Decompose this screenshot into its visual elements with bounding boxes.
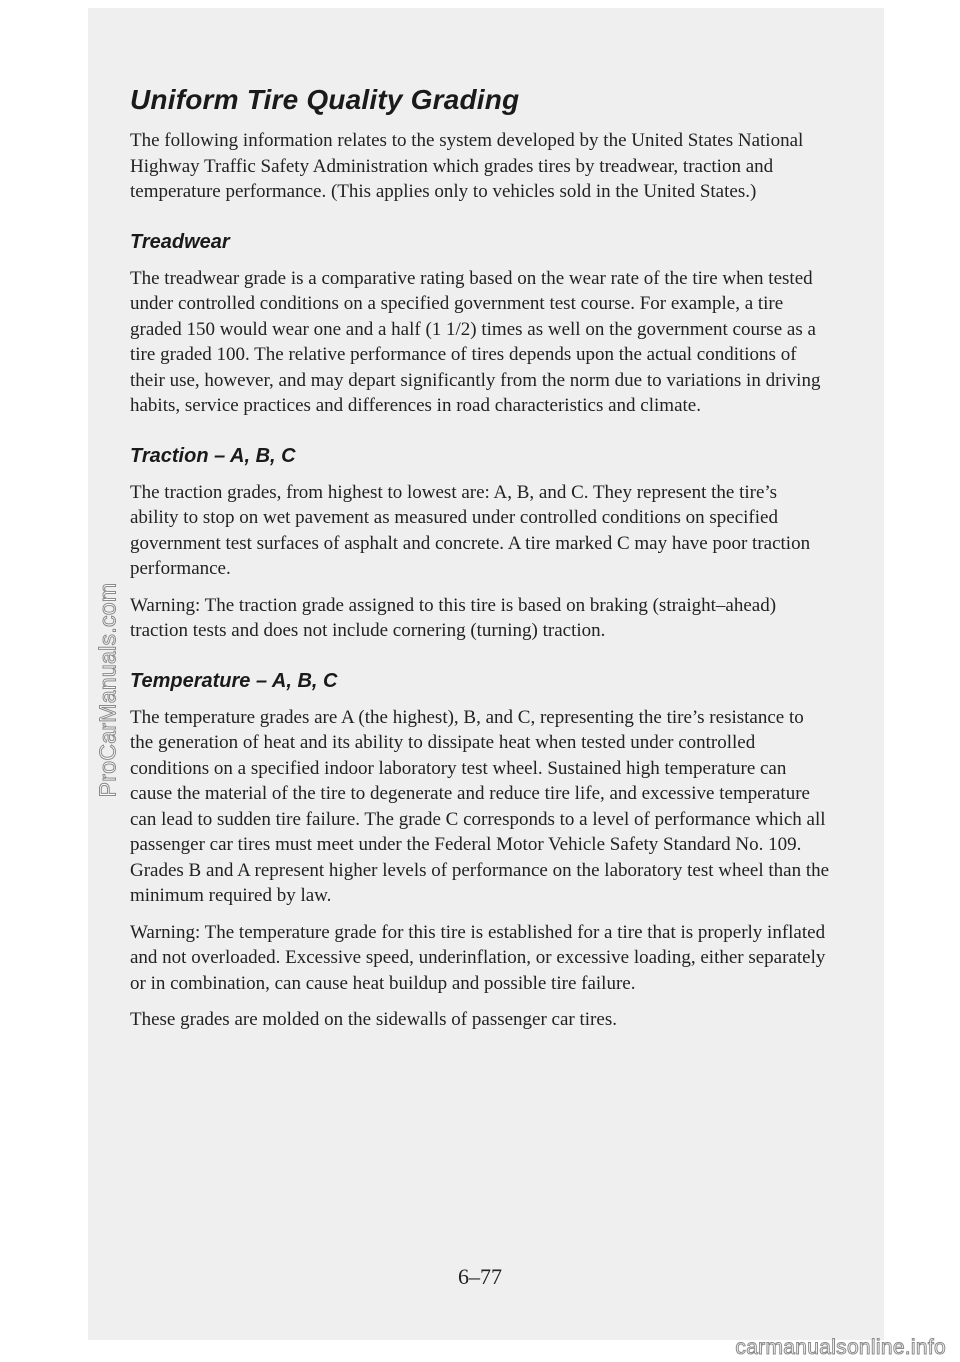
traction-warning: Warning: The traction grade assigned to this tire is based on braking (straight–ahead) traction tests and does not include cornering (turning) traction. — [130, 594, 777, 641]
temperature-warning: Warning: The temperature grade for this tire is established for a tire that is properly inflated and not overloaded. Excessive speed, underinflation, or excessive loading, either separately or in combination, can cause heat buildup and possible tire failure. — [130, 921, 826, 994]
intro-paragraph: The following information relates to the system developed by the United States National Highway Traffic Safety Administration which grades tires by treadwear, traction and temperature performance. (This applies only to vehicles sold in the United States.) — [130, 130, 804, 202]
section-heading-traction: Traction – A, B, C — [130, 444, 296, 467]
section-heading-temperature: Temperature – A, B, C — [130, 669, 338, 692]
temperature-paragraph: The temperature grades are A (the highest), B, and C, representing the tire’s resistance to the generation of heat and its ability to dissipate heat when tested under controlled conditions on a specified indoor laboratory test wheel. Sustained high temperature can cause the material of the tire to degenerate and reduce tire life, and excessive temperature can lead to sudden tire failure. The grade C corresponds to a level of performance which all passenger car tires must meet under the Federal Motor Vehicle Safety Standard No. 109. Grades B and A represent higher levels of performance on the laboratory test wheel than the minimum required by law. — [130, 706, 830, 906]
sidewall-note: These grades are molded on the sidewalls of passenger car tires. — [130, 1009, 617, 1030]
treadwear-paragraph: The treadwear grade is a comparative rating based on the wear rate of the tire when tested under controlled conditions on a specified government test course. For example, a tire graded 150 would wear one and a half (1 1/2) times as well on the government course as a tire graded 100. The relative performance of tires depends upon the actual conditions of their use, however, and may depart significantly from the norm due to variations in driving habits, service practices and differences in road characteristics and climate. — [130, 267, 821, 416]
side-watermark-text: ProCarManuals.com — [94, 582, 121, 798]
page-number: 6–77 — [458, 1264, 502, 1289]
bottom-watermark: carmanualsonline.info — [735, 1336, 946, 1359]
section-heading-treadwear: Treadwear — [130, 230, 230, 253]
page-content — [130, 84, 830, 1044]
traction-paragraph: The traction grades, from highest to lowest are: A, B, and C. They represent the tire’s ability to stop on wet pavement as measured under controlled conditions on specified government test surfaces of asphalt and concrete. A tire marked C may have poor traction performance. — [130, 481, 811, 579]
page-title: Uniform Tire Quality Grading — [130, 84, 520, 115]
